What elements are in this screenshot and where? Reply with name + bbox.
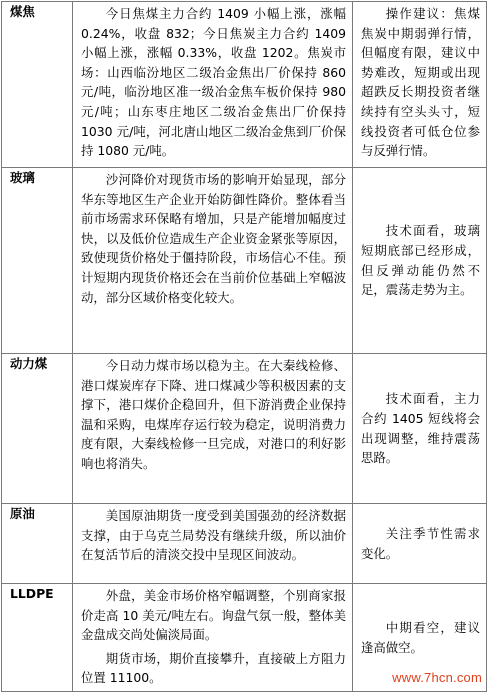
trading-advice bbox=[353, 504, 487, 584]
commentary-paragraph: 今日焦煤主力合约 1409 小幅上涨，涨幅 0.24%，收盘 832；今日焦炭主力合约 1409 小幅上涨，涨幅 0.33%，收盘 1202。焦炭市场：山西临汾地区二级冶金焦出厂价保持 860 元/吨，临汾地区准一级冶金焦车板价保持 980 元/吨；山东枣庄地区二级冶金焦出厂价保持 1030 元/吨，河北唐山地区二级冶金焦到厂价保持 1080 元/吨。 bbox=[81, 6, 346, 159]
market-commentary bbox=[73, 354, 353, 504]
trading-advice bbox=[353, 168, 487, 354]
commentary-paragraph: 外盘，美金市场价格窄幅调整，个别商家报价走高 10 美元/吨左右。询盘气氛一般，整体美金盘成交尚处偏淡局面。 bbox=[81, 588, 346, 643]
advice-text: 关注季节性需求变化。 bbox=[361, 525, 480, 561]
site-watermark: www.7hcn.com bbox=[392, 670, 482, 685]
market-commentary bbox=[73, 2, 353, 168]
table-row bbox=[2, 168, 487, 354]
commentary-paragraph: 今日动力煤市场以稳为主。在大秦线检修、港口煤炭库存下降、进口煤减少等积极因素的支撑下，港口煤价企稳回升，但下游消费企业保持温和采购，电煤库存运行较为稳定，说明消费力度有限，大秦线检修一旦完成，对港口的利好影响也将消失。 bbox=[81, 358, 346, 471]
table-row bbox=[2, 354, 487, 504]
trading-advice bbox=[353, 354, 487, 504]
trading-advice bbox=[353, 2, 487, 168]
commodity-name: 玻璃 bbox=[2, 168, 73, 354]
advice-text: 技术面看，主力合约 1405 短线将会出现调整，维持震荡思路。 bbox=[361, 391, 480, 466]
advice-text: 操作建议：焦煤焦炭中期弱弹行情，但幅度有限，建议中势难改，短期或出现超跌反长期投资者继续持有空头头寸，短线投资者可低仓位参与反弹行情。 bbox=[361, 6, 480, 159]
commodity-name: 煤焦 bbox=[2, 2, 73, 168]
commentary-paragraph: 沙河降价对现货市场的影响开始显现，部分华东等地区生产企业开始防御性降价。整体看当前市场需求环保略有增加，只是产能增加幅度过快，以及低价位造成生产企业资金紧张等原因，致使现货价格处于僵持阶段，市场信心不佳。预计短期内现货价格还会在当前价位基础上窄幅波动，部分区域价格变化较大。 bbox=[81, 172, 346, 305]
commentary-paragraph: 美国原油期货一度受到美国强劲的经济数据支撑，由于乌克兰局势没有继续升级，所以油价在复活节后的清淡交投中呈现区间波动。 bbox=[81, 508, 346, 563]
advice-text: 技术面看，玻璃短期底部已经形成，但反弹动能仍然不足，震荡走势为主。 bbox=[361, 223, 480, 298]
commodity-name: 动力煤 bbox=[2, 354, 73, 504]
table-row bbox=[2, 504, 487, 584]
advice-text: 中期看空，建议逢高做空。 bbox=[361, 619, 480, 655]
commodity-name: LLDPE bbox=[2, 584, 73, 692]
market-commentary bbox=[73, 504, 353, 584]
commentary-paragraph: 期货市场，期价直接攀升，直接破上方阻力位置 11100。 bbox=[81, 650, 346, 686]
commodity-name: 原油 bbox=[2, 504, 73, 584]
table-row bbox=[2, 2, 487, 168]
market-commentary bbox=[73, 168, 353, 354]
market-commentary bbox=[73, 584, 353, 692]
futures-report-table bbox=[1, 1, 487, 692]
